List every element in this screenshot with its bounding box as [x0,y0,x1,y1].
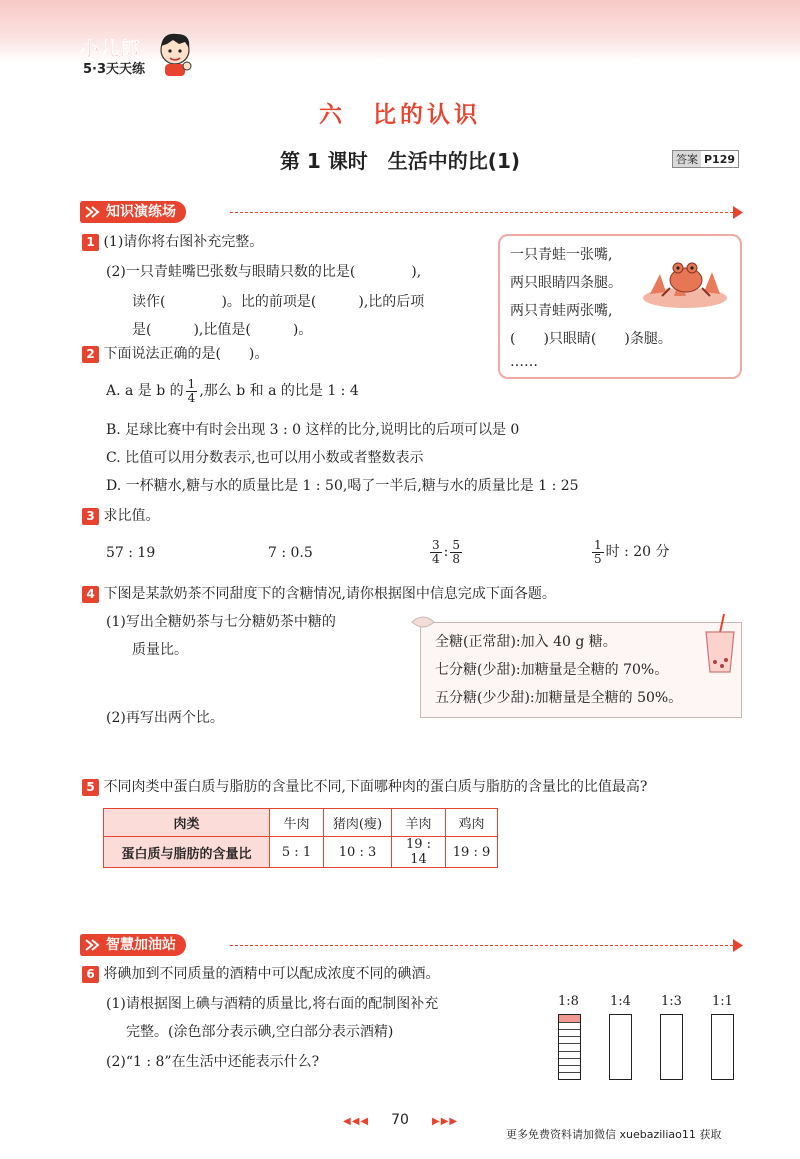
iodine-bar-1-4[interactable] [609,1014,632,1080]
ratio-label: 1:3 [661,994,682,1009]
q6-part1: (1)请根据图上碘与酒精的质量比,将右面的配制图补充 [106,996,439,1012]
dashed-divider [230,212,733,213]
q4-stem [82,584,556,604]
table-row [104,837,498,868]
ratio-expression-time [590,537,670,567]
q2-option-b[interactable]: B. 足球比赛中有时会出现 3 : 0 这样的比分,说明比的后项可以是 0 [106,422,520,438]
sugar-info-box [420,622,742,718]
table-header: 肉类 [104,809,270,837]
question-number: 1 [82,234,99,251]
dashed-divider [230,945,733,946]
table-row [104,809,498,837]
section-header-knowledge [80,201,745,225]
bar-segment-line [559,1072,580,1073]
table-cell: 牛肉 [270,809,324,837]
left-arrows-icon: ◀◀◀ [343,1116,370,1127]
page-number: 70 [391,1112,409,1128]
q1-part1 [82,232,263,252]
iodine-bar-1-8[interactable] [558,1014,581,1080]
numerator: 3 [432,537,440,552]
ratio-text: 时 : 20 分 [605,544,670,560]
bar-segment-line [559,1043,580,1044]
q6-part2: (2)“1 : 8”在生活中还能表示什么? [106,1054,320,1070]
bar-segment-line [559,1058,580,1059]
ratio-label: 1:1 [712,994,733,1009]
rhyme-line: 一只青蛙一张嘴, [510,247,613,263]
option-a-text: A. a 是 b 的 [106,383,184,399]
logo-subtitle: 5·3天天练 [83,62,146,77]
rhyme-line: …… [510,354,538,370]
q1-part2-cont: 读作( )。比的前项是( ),比的后项 [132,294,425,310]
section-badge [80,201,186,223]
q4-part2: (2)再写出两个比。 [106,710,224,726]
rhyme-line: ( )只眼睛( )条腿。 [510,331,672,347]
arrows-icon [85,205,101,219]
iodine-bar-1-3[interactable] [660,1014,683,1080]
bar-segment-line [559,1065,580,1066]
right-arrows-icon: ▶▶▶ [432,1116,459,1127]
q1-part2: (2)一只青蛙嘴巴张数与眼睛只数的比是( ), [106,264,422,280]
table-cell: 10 : 3 [324,837,392,868]
q4-part1-cont: 质量比。 [132,642,188,658]
section-badge [80,934,186,956]
q2-option-d[interactable]: D. 一杯糖水,糖与水的质量比是 1 : 50,喝了一半后,糖与水的质量比是 1 : 25 [106,478,579,494]
bar-segment-line [559,1022,580,1023]
sugar-info-line: 全糖(正常甜):加入 40 g 糖。 [435,634,617,650]
table-cell: 19 : 9 [446,837,498,868]
rhyme-line: 两只眼睛四条腿。 [510,275,622,291]
q6-stem [82,964,439,984]
ratio-expression: 7 : 0.5 [268,545,313,561]
frog-illustration [640,244,730,310]
question-number: 6 [82,966,99,983]
fraction [186,378,198,405]
option-a-text-end: ,那么 b 和 a 的比是 1 : 4 [199,383,359,399]
arrow-right-icon [731,938,745,953]
denominator: 8 [452,551,460,566]
iodine-bar-1-1[interactable] [711,1014,734,1080]
q4-text: 下图是某款奶茶不同甜度下的含糖情况,请你根据图中信息完成下面各题。 [103,586,556,602]
question-number: 4 [82,586,99,603]
section-title: 知识演练场 [106,204,176,220]
chapter-title: 六 比的认识 [319,102,481,128]
table-cell: 5 : 1 [270,837,324,868]
mascot-icon [153,30,197,76]
denominator: 4 [187,390,196,405]
q3-stem [82,506,159,526]
numerator: 1 [594,537,602,552]
page-footer [0,1112,800,1141]
numerator: 1 [187,376,196,391]
rhyme-line: 两只青蛙两张嘴, [510,303,613,319]
question-number: 2 [82,346,99,363]
q3-text: 求比值。 [103,508,160,524]
meat-ratio-table [103,808,498,868]
sugar-info-line: 七分糖(少甜):加糖量是全糖的 70%。 [435,662,669,678]
table-cell: 猪肉(瘦) [324,809,392,837]
ribbon-corner-icon [410,612,436,634]
section-title: 智慧加油站 [106,937,176,953]
q5-stem [82,777,647,797]
question-number: 5 [82,779,99,796]
lesson-title: 第 1 课时 生活中的比(1) [279,149,521,173]
sugar-info-line: 五分糖(少少甜):加糖量是全糖的 50%。 [435,690,683,706]
question-number: 3 [82,508,99,525]
answer-label: 答案 [673,151,701,167]
table-header: 蛋白质与脂肪的含量比 [104,837,270,868]
milk-tea-cup-icon [700,612,740,674]
bar-segment-line [559,1051,580,1052]
footer-promo: 更多免费资料请加微信 xuebaziliao11 获取 [506,1128,722,1141]
numerator: 5 [452,537,460,552]
frog-rhyme-box [498,234,742,379]
q1-part2-end: 是( ),比值是( )。 [132,322,313,338]
ratio-label: 1:4 [610,994,631,1009]
logo-title: 小儿郎 [80,38,141,60]
table-cell: 鸡肉 [446,809,498,837]
ratio-label: 1:8 [558,994,579,1009]
denominator: 5 [594,551,602,566]
answer-page: P129 [704,152,736,166]
denominator: 4 [432,551,440,566]
ratio-expression: 57 : 19 [106,545,156,561]
q1-text1: (1)请你将右图补充完整。 [103,234,264,250]
iodine-shaded-segment [559,1015,580,1022]
q2-option-c[interactable]: C. 比值可以用分数表示,也可以用小数或者整数表示 [106,450,424,466]
table-cell: 羊肉 [392,809,446,837]
q6-part1-cont: 完整。(涂色部分表示碘,空白部分表示酒精) [126,1024,394,1040]
q2-stem [82,344,268,364]
q2-text: 下面说法正确的是( )。 [103,346,269,362]
bar-segment-line [559,1029,580,1030]
arrows-icon [85,938,101,952]
table-cell: 19 : 14 [392,837,446,868]
fraction [450,539,462,566]
q4-part1: (1)写出全糖奶茶与七分糖奶茶中糖的 [106,614,336,630]
answer-reference[interactable] [672,150,739,168]
bar-segment-line [559,1036,580,1037]
fraction [592,539,604,566]
ratio-colon: : [443,544,449,560]
arrow-right-icon [731,205,745,220]
q6-text: 将碘加到不同质量的酒精中可以配成浓度不同的碘酒。 [103,966,440,982]
section-header-wisdom [80,934,745,958]
q5-text: 不同肉类中蛋白质与脂肪的含量比不同,下面哪种肉的蛋白质与脂肪的含量比的比值最高? [103,779,648,795]
fraction [430,539,442,566]
ratio-expression-fraction [428,537,464,567]
q2-option-a[interactable] [106,376,359,406]
